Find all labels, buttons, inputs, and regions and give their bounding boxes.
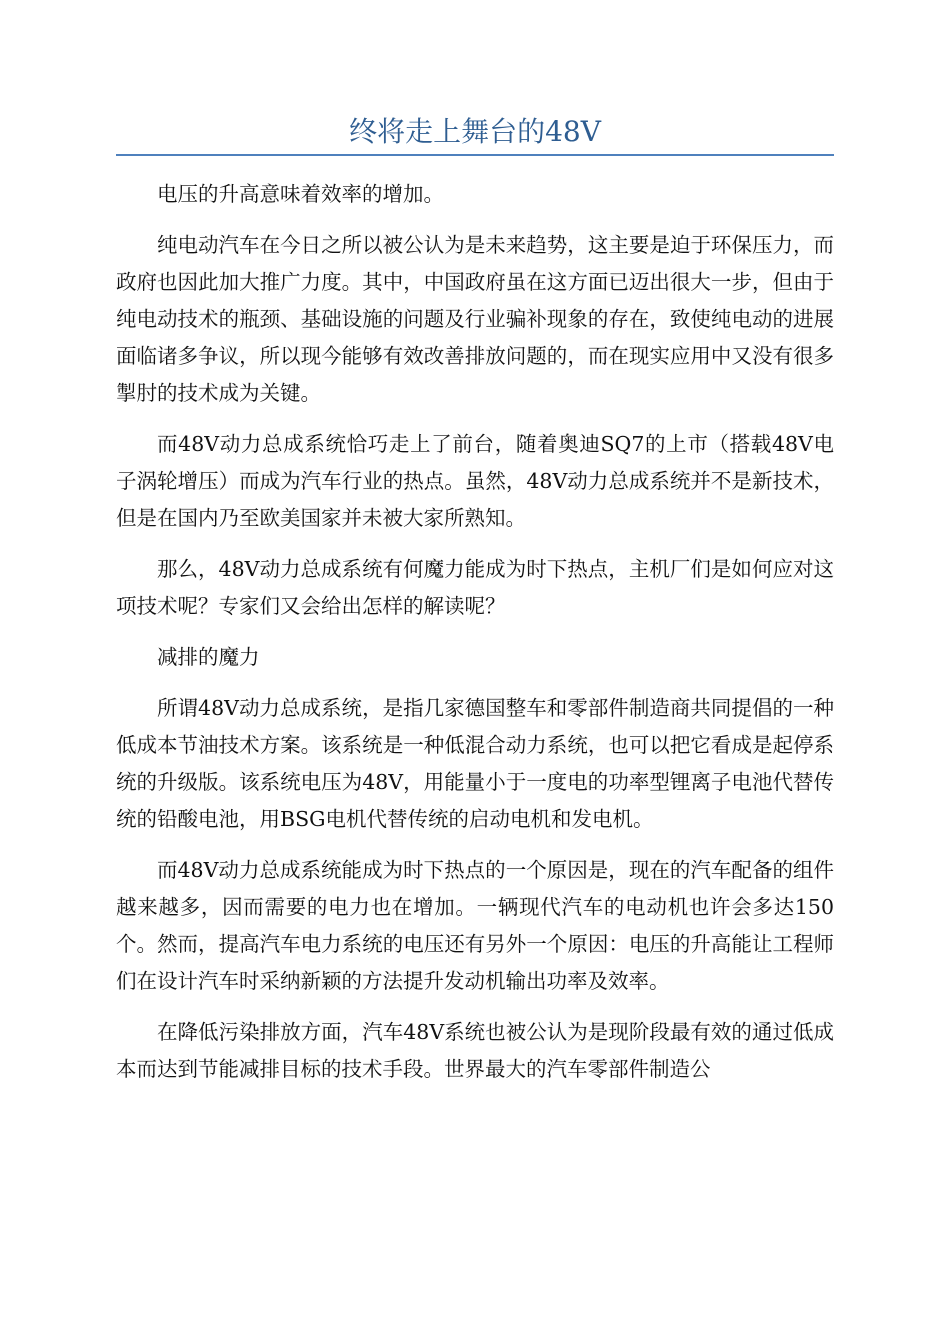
- section-heading: 减排的魔力: [157, 645, 260, 669]
- paragraph: 电压的升高意味着效率的增加。: [157, 182, 444, 206]
- title-underline: [116, 154, 834, 156]
- paragraph: 而48V动力总成系统恰巧走上了前台，随着奥迪SQ7的上市（搭载48V电子涡轮增压）而成为汽车行业的热点。虽然，48V动力总成系统并不是新技术，但是在国内乃至欧美国家并未被大家所熟知。: [116, 432, 834, 530]
- paragraph: 而48V动力总成系统能成为时下热点的一个原因是，现在的汽车配备的组件越来越多，因而需要的电力也在增加。一辆现代汽车的电动机也许会多达150个。然而，提高汽车电力系统的电压还有另外一个原因：电压的升高能让工程师们在设计汽车时采纳新颖的方法提升发动机输出功率及效率。: [116, 858, 834, 993]
- paragraph: 纯电动汽车在今日之所以被公认为是未来趋势，这主要是迫于环保压力，而政府也因此加大推广力度。其中，中国政府虽在这方面已迈出很大一步，但由于纯电动技术的瓶颈、基础设施的问题及行业骗补现象的存在，致使纯电动的进展面临诸多争议，所以现今能够有效改善排放问题的，而在现实应用中又没有很多掣肘的技术成为关键。: [116, 233, 834, 405]
- paragraph: 所谓48V动力总成系统，是指几家德国整车和零部件制造商共同提倡的一种低成本节油技术方案。该系统是一种低混合动力系统，也可以把它看成是起停系统的升级版。该系统电压为48V，用能量小于一度电的功率型锂离子电池代替传统的铅酸电池，用BSG电机代替传统的启动电机和发电机。: [116, 696, 834, 831]
- paragraph: 在降低污染排放方面，汽车48V系统也被公认为是现阶段最有效的通过低成本而达到节能减排目标的技术手段。世界最大的汽车零部件制造公: [116, 1020, 834, 1081]
- paragraph: 那么，48V动力总成系统有何魔力能成为时下热点，主机厂们是如何应对这项技术呢？专家们又会给出怎样的解读呢？: [116, 557, 834, 618]
- document-body: [116, 176, 834, 1102]
- document-title: 终将走上舞台的48V: [349, 115, 601, 148]
